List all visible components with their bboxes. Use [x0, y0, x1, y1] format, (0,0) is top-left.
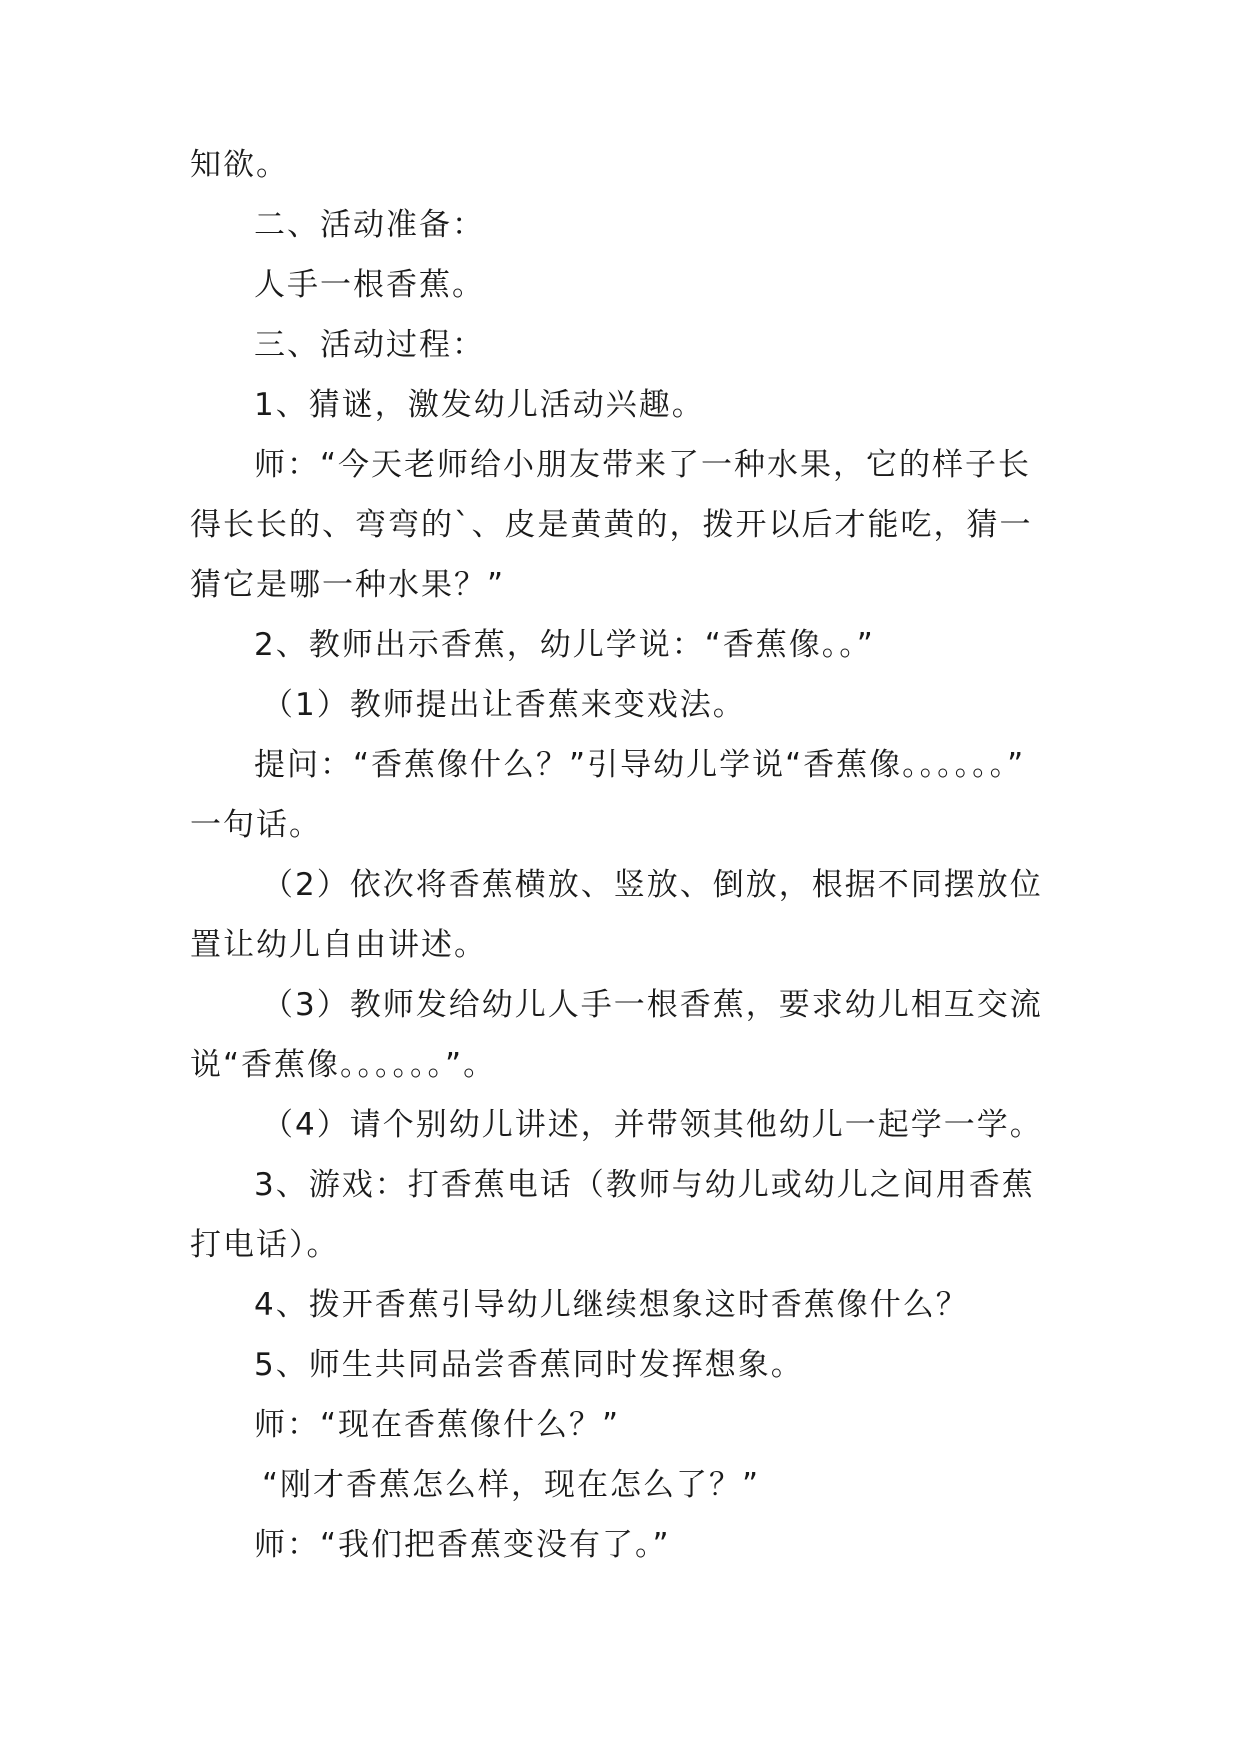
text-line: 知欲。 [190, 147, 289, 183]
step-heading: 1、猜谜，激发幼儿活动兴趣。 [254, 387, 705, 423]
text-line: 师：“我们把香蕉变没有了。” [254, 1527, 671, 1563]
sub-step: （2）依次将香蕉横放、竖放、倒放，根据不同摆放位 [262, 867, 1043, 903]
text-line: 一句话。 [190, 807, 322, 843]
sub-step: （4）请个别幼儿讲述，并带领其他幼儿一起学一学。 [262, 1107, 1043, 1143]
text-line: “刚才香蕉怎么样，现在怎么了？” [262, 1467, 761, 1503]
step-heading: 4、拨开香蕉引导幼儿继续想象这时香蕉像什么？ [254, 1287, 969, 1323]
section-heading-process: 三、活动过程： [254, 327, 485, 363]
sub-step: （3）教师发给幼儿人手一根香蕉，要求幼儿相互交流 [262, 987, 1043, 1023]
step-heading: 2、教师出示香蕉，幼儿学说：“香蕉像。。” [254, 627, 875, 663]
text-line: 人手一根香蕉。 [254, 267, 485, 303]
text-line: 提问：“香蕉像什么？”引导幼儿学说“香蕉像。。。。。。” [254, 747, 1026, 783]
step-heading: 5、师生共同品尝香蕉同时发挥想象。 [254, 1347, 804, 1383]
section-heading-preparation: 二、活动准备： [254, 207, 485, 243]
text-line: 师：“今天老师给小朋友带来了一种水果，它的样子长 [254, 447, 1032, 483]
text-line: 师：“现在香蕉像什么？” [254, 1407, 621, 1443]
text-line: 猜它是哪一种水果？” [190, 567, 506, 603]
text-line: 置让幼儿自由讲述。 [190, 927, 487, 963]
text-line: 说“香蕉像。。。。。。”。 [190, 1047, 497, 1083]
sub-step: （1）教师提出让香蕉来变戏法。 [262, 687, 746, 723]
text-line: 打电话）。 [190, 1227, 340, 1263]
step-heading: 3、游戏：打香蕉电话（教师与幼儿或幼儿之间用香蕉 [254, 1167, 1035, 1203]
text-line: 得长长的、弯弯的`、皮是黄黄的，拨开以后才能吃，猜一 [190, 507, 1033, 543]
